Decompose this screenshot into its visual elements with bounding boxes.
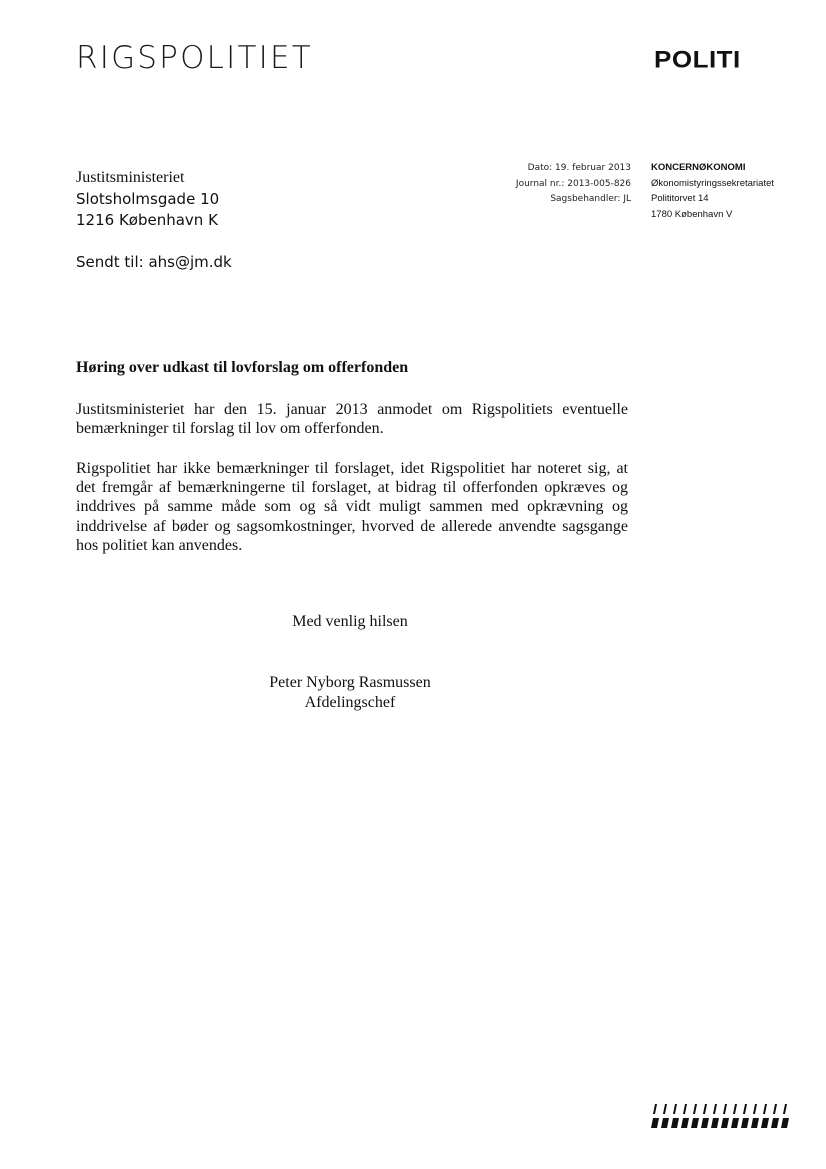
body-paragraph-1: Justitsministeriet har den 15. januar 2013 anmodet om Rigspolitiets eventuelle bemærkninger til forslag til lov om offerfonden.	[76, 401, 628, 438]
organization-name: RIGSPOLITIET	[76, 40, 313, 76]
thick-stripes	[651, 1118, 789, 1128]
body-paragraph-2: Rigspolitiet har ikke bemærkninger til forslaget, idet Rigspolitiet har noteret sig, at det fremgår af bemærkningerne til forslaget, at bidrag til offerfonden opkræves og inddrives på samme måde som og så vidt muligt sammen med opkrævning og inddrivelse af bøder og sagsomkostninger, hvorved de allerede anvendte sagsgange hos politiet kan anvendes.	[76, 460, 628, 554]
department-city: 1780 København V	[651, 208, 733, 220]
sent-to-line: Sendt til: ahs@jm.dk	[76, 253, 232, 271]
letter-subject: Høring over udkast til lovforslag om offerfonden	[76, 359, 409, 376]
recipient-street: Slotsholmsgade 10	[76, 190, 220, 208]
signature-block	[200, 673, 500, 713]
signer-title: Afdelingschef	[304, 694, 396, 711]
department-street: Polititorvet 14	[651, 193, 709, 204]
date-line: Dato: 19. februar 2013	[527, 163, 631, 173]
journal-number: Journal nr.: 2013-005-826	[515, 178, 631, 189]
thin-stripes	[653, 1104, 787, 1114]
signer-name: Peter Nyborg Rasmussen	[269, 674, 431, 691]
case-handler: Sagsbehandler: JL	[550, 194, 631, 204]
recipient-address	[76, 167, 219, 231]
department-unit: Økonomistyringssekretariatet	[651, 177, 775, 189]
closing-greeting: Med venlig hilsen	[292, 613, 408, 630]
recipient-name: Justitsministeriet	[76, 169, 185, 186]
letter-metadata	[470, 161, 631, 208]
recipient-city: 1216 København K	[76, 211, 218, 229]
department-name: KONCERNØKONOMI	[651, 162, 746, 173]
police-logo: POLITI	[654, 45, 741, 73]
police-stripe-emblem	[650, 1103, 790, 1129]
sender-department	[651, 160, 774, 222]
